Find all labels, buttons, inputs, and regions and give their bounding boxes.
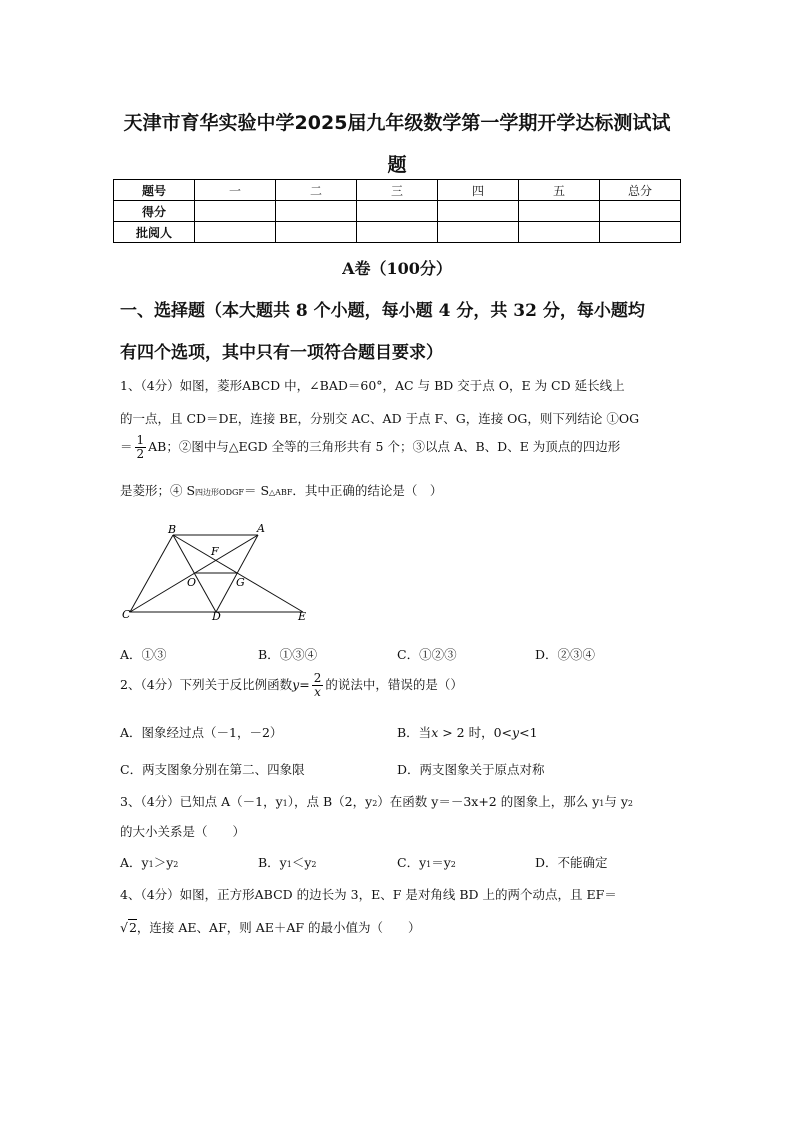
table-cell [276, 201, 357, 222]
opt-text: ＜y [291, 855, 312, 870]
opt-text: C．y [397, 855, 427, 870]
q1-line2: 的一点，且 CD＝DE，连接 BE，分别交 AC、AD 于点 F、G，连接 OG，则下列结论 ①OG [120, 411, 640, 426]
subscript: 1 [148, 860, 154, 869]
q4-line2-text: ，连接 AE、AF，则 AE＋AF 的最小值为（ ） [136, 920, 421, 935]
q3-line1 [120, 792, 633, 810]
subscript: 2 [627, 799, 634, 808]
fraction-numerator: 1 [136, 433, 145, 447]
table-cell [195, 201, 276, 222]
subscript: 1 [286, 860, 292, 869]
q2-fraction [312, 672, 324, 699]
opt-text: A．y [120, 855, 149, 870]
q2-option-d[interactable]: D．两支图象关于原点对称 [397, 762, 545, 777]
q1-option-c[interactable]: C．①②③ [397, 647, 457, 662]
table-cell: 得分 [114, 201, 195, 222]
q3-option-b[interactable] [258, 853, 317, 871]
table-cell: 五 [519, 180, 600, 201]
table-cell [357, 201, 438, 222]
q1-line3-text: AB；②图中与△EGD 全等的三角形共有 5 个；③以点 A、B、D、E 为顶点的四边形 [148, 439, 621, 454]
opt-text: B．y [258, 855, 287, 870]
q2-optb-x: x [431, 725, 439, 740]
q2-optb-y: y [512, 725, 520, 740]
table-cell [276, 222, 357, 243]
subscript: 2 [372, 799, 378, 808]
q3-text: 3、（4分）已知点 A（－1，y [120, 794, 283, 809]
q4-line2 [120, 918, 421, 936]
q2-option-a[interactable]: A．图象经过点（－1，－2） [120, 725, 283, 740]
exam-title-line1: 天津市育华实验中学2025届九年级数学第一学期开学达标测试试 [123, 112, 671, 134]
score-table [113, 179, 681, 243]
fraction-denominator: 2 [136, 447, 145, 461]
table-cell: 题号 [114, 180, 195, 201]
q1-option-d[interactable]: D．②③④ [535, 647, 596, 662]
label-a: A [257, 522, 265, 535]
subscript: 2 [311, 860, 317, 869]
q1-line4-b: ＝ S [243, 483, 270, 498]
q3-line2: 的大小关系是（ ） [120, 824, 246, 839]
q3-option-a[interactable] [120, 853, 178, 871]
table-cell [600, 222, 681, 243]
section-heading-line2: 有四个选项，其中只有一项符合题目要求） [120, 343, 443, 363]
table-cell: 二 [276, 180, 357, 201]
table-cell: 批阅人 [114, 222, 195, 243]
opt-text: ＞y [153, 855, 174, 870]
fraction-half [135, 434, 147, 461]
q2-option-c[interactable]: C．两支图象分别在第二、四象限 [120, 762, 305, 777]
subscript: 1 [426, 860, 432, 869]
q2-stem [120, 672, 463, 699]
exam-title-line2: 题 [387, 154, 407, 176]
q1-line4 [120, 481, 442, 499]
table-cell [600, 201, 681, 222]
subscript: 1 [282, 799, 288, 808]
q1-line4-c: ．其中正确的结论是（ ） [292, 483, 443, 498]
q2-eq: = [299, 677, 310, 692]
q3-option-d[interactable]: D．不能确定 [535, 855, 608, 870]
q3-text: ）在函数 y＝－3x+2 的图象上，那么 y [377, 794, 600, 809]
q2-stem-b: 的说法中，错误的是（） [325, 677, 463, 692]
table-cell [438, 222, 519, 243]
table-cell: 一 [195, 180, 276, 201]
table-cell [195, 222, 276, 243]
segment-bc [130, 535, 173, 612]
label-e: E [298, 610, 307, 623]
table-row [114, 222, 681, 243]
table-cell: 三 [357, 180, 438, 201]
q1-line4-sub2: △ABF [269, 488, 293, 497]
q1-option-b[interactable]: B．①③④ [258, 647, 318, 662]
label-f: F [211, 545, 219, 558]
q2-optb-c: 0< [493, 725, 513, 740]
q2-option-b[interactable] [397, 723, 538, 741]
sqrt-value: 2 [128, 920, 137, 935]
fraction-numerator: 2 [313, 671, 322, 685]
label-d: D [212, 610, 221, 623]
table-cell: 总分 [600, 180, 681, 201]
q3-text: 与 y [604, 794, 628, 809]
table-cell [438, 201, 519, 222]
table-row [114, 180, 681, 201]
label-b: B [168, 523, 177, 536]
q1-line1: 1、（4分）如图，菱形ABCD 中，∠BAD＝60°，AC 与 BD 交于点 O，E 为 CD 延长线上 [120, 378, 625, 393]
q2-y: y [292, 677, 300, 692]
paper-a-heading: A卷（100分） [342, 259, 452, 278]
q1-equals: ＝ [120, 439, 133, 454]
section-heading-line1: 一、选择题（本大题共 8 个小题，每小题 4 分，共 32 分，每小题均 [120, 301, 645, 321]
q1-option-a[interactable]: A．①③ [120, 647, 167, 662]
subscript: 2 [450, 860, 456, 869]
q3-option-c[interactable] [397, 853, 456, 871]
q1-line4-a: 是菱形；④ S [120, 483, 196, 498]
q2-optb-a: B．当 [397, 725, 432, 740]
table-cell: 四 [438, 180, 519, 201]
q1-line3 [120, 434, 620, 461]
table-cell [357, 222, 438, 243]
q1-line4-sub: 四边形ODGF [195, 488, 244, 497]
label-o: O [187, 576, 197, 589]
label-c: C [122, 608, 131, 621]
sqrt-sign: √ [120, 920, 128, 935]
label-g: G [236, 576, 245, 589]
subscript: 1 [599, 799, 605, 808]
opt-text: ＝y [431, 855, 451, 870]
q3-text: ），点 B（2，y [287, 794, 373, 809]
table-cell [519, 222, 600, 243]
q2-stem-a: 2、（4分）下列关于反比例函数 [120, 677, 293, 692]
rhombus-figure [118, 520, 318, 624]
table-row [114, 201, 681, 222]
q2-optb-b: > 2 时， [438, 725, 494, 740]
subscript: 2 [173, 860, 179, 869]
q2-optb-d: <1 [519, 725, 538, 740]
fraction-denominator: x [314, 685, 321, 699]
table-cell [519, 201, 600, 222]
q4-line1: 4、（4分）如图，正方形ABCD 的边长为 3，E、F 是对角线 BD 上的两个动点，且 EF＝ [120, 887, 617, 902]
